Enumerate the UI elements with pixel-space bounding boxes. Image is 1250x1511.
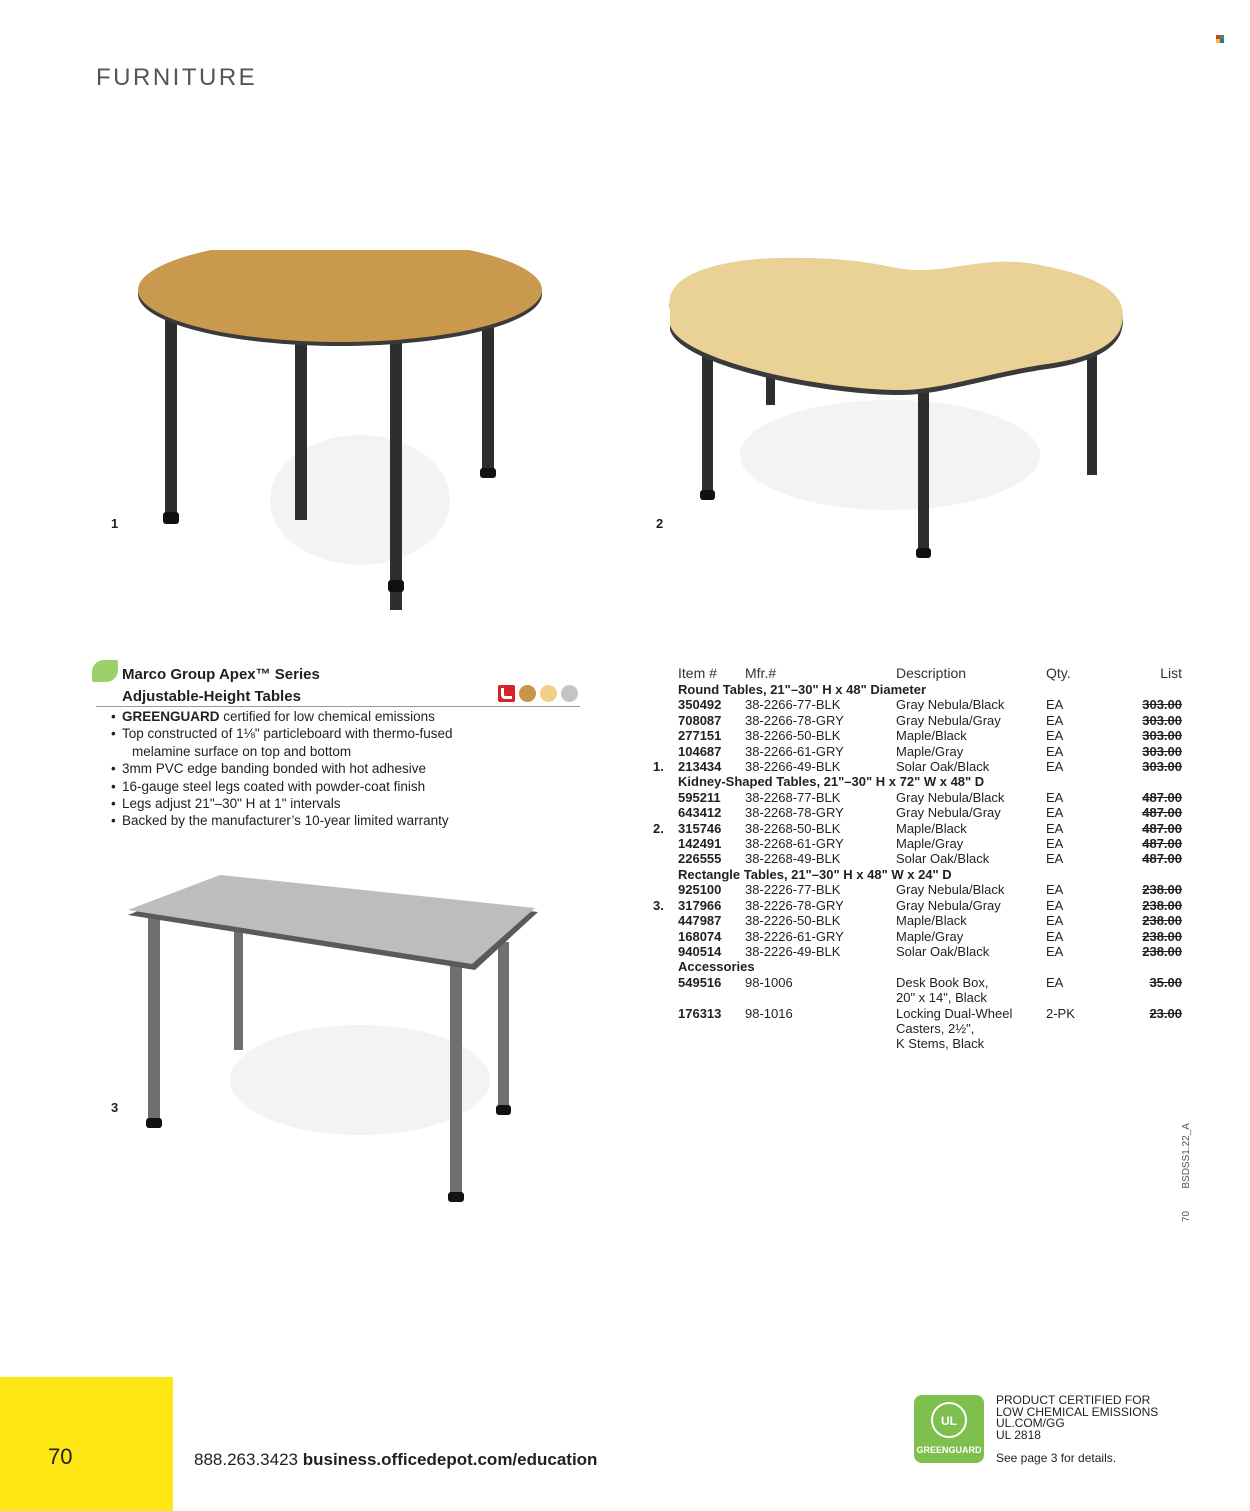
table-row: [653, 744, 1182, 759]
item-number: 317966: [678, 897, 722, 913]
description: Gray Nebula/Black: [896, 789, 1005, 805]
table-row: [653, 1006, 1182, 1021]
row-marker: [653, 774, 678, 789]
table-leg: [702, 340, 713, 500]
header-item: Item #: [678, 665, 717, 681]
figure-number-2: 2: [656, 516, 664, 531]
product-title-line1: Marco Group Apex™ Series: [122, 666, 320, 683]
list-price-value: 487.00: [1142, 851, 1182, 867]
description: Maple/Gray: [896, 743, 964, 759]
item-number: 643412: [678, 805, 722, 821]
description: 20" x 14", Black: [896, 990, 987, 1006]
table-row: [653, 975, 1182, 990]
table-row: [653, 990, 1182, 1005]
side-code-text: BSDSS1.22_A: [1181, 1123, 1192, 1189]
footer-url[interactable]: business.officedepot.com/education: [302, 1450, 598, 1469]
list-price-value: 238.00: [1142, 928, 1182, 944]
cert-line: UL.COM/GG: [996, 1416, 1065, 1431]
feature-text: Backed by the manufacturer’s 10-year limited warranty: [122, 813, 449, 829]
swatch-maple: [540, 685, 557, 702]
description: Solar Oak/Black: [896, 851, 990, 867]
quantity: EA: [1046, 743, 1064, 759]
list-price: [1098, 697, 1182, 712]
mfr-number: [745, 1021, 896, 1036]
bullet-icon: •: [111, 761, 116, 777]
quantity: EA: [1046, 805, 1064, 821]
item-number: 142491: [678, 836, 722, 852]
table-row: [653, 790, 1182, 805]
description: Gray Nebula/Gray: [896, 805, 1001, 821]
list-price: [1098, 790, 1182, 805]
header-mfr: Mfr.#: [745, 665, 777, 681]
row-marker: [653, 959, 678, 974]
description: Gray Nebula/Gray: [896, 897, 1001, 913]
mfr-number: 38-2226-49-BLK: [745, 943, 841, 959]
quantity: [1046, 1021, 1098, 1036]
item-number: 213434: [678, 759, 722, 775]
list-price-value: 238.00: [1142, 897, 1182, 913]
certification-note: See page 3 for details.: [996, 1451, 1117, 1465]
table-leg: [234, 930, 243, 1050]
list-price: [1098, 882, 1182, 897]
table-leg: [390, 325, 402, 610]
table-leg: [918, 375, 929, 555]
description: Casters, 2½",: [896, 1020, 975, 1036]
table-leg: [295, 330, 307, 520]
feature-text: melamine surface on top and bottom: [132, 743, 352, 759]
category-label: Accessories: [678, 959, 755, 975]
feature-item: [122, 743, 592, 760]
list-price: [1098, 713, 1182, 728]
quantity: EA: [1046, 943, 1064, 959]
product-title-line2: Adjustable-Height Tables: [122, 688, 301, 705]
figure-ref: [653, 805, 678, 820]
figure-ref: [653, 697, 678, 712]
figure-ref: 1.: [653, 759, 664, 775]
category-row: [653, 774, 1182, 789]
table-row: [653, 944, 1182, 959]
category-row: [653, 682, 1182, 697]
feature-text: 3mm PVC edge banding bonded with hot adhesive: [122, 761, 426, 777]
list-price: [1098, 821, 1182, 836]
feature-item: [111, 760, 592, 777]
category-row: [653, 867, 1182, 882]
feature-text: Top constructed of 1⅛" particleboard with thermo-fused: [122, 726, 453, 742]
mfr-number: 38-2268-78-GRY: [745, 805, 844, 821]
description: Maple/Gray: [896, 836, 964, 852]
list-price: [1098, 1021, 1182, 1036]
figure-ref: [653, 1006, 678, 1021]
table-row: [653, 805, 1182, 820]
finish-swatches: [498, 684, 578, 702]
list-price-value: 487.00: [1142, 820, 1182, 836]
figure-ref: [653, 728, 678, 743]
table-leg: [148, 915, 160, 1125]
quantity: EA: [1046, 789, 1064, 805]
feature-text: Legs adjust 21"–30" H at 1" intervals: [122, 796, 341, 812]
item-number: [678, 1021, 745, 1036]
figure-number-1: 1: [111, 516, 119, 531]
figure-ref: [653, 744, 678, 759]
description: Maple/Black: [896, 728, 967, 744]
figure-ref: [653, 929, 678, 944]
table-leg: [165, 320, 177, 520]
list-price-value: 238.00: [1142, 913, 1182, 929]
feature-item: [111, 708, 592, 725]
table-row: [653, 836, 1182, 851]
rectangle-table-top: [128, 875, 535, 964]
table-row: [653, 913, 1182, 928]
mfr-number: 98-1016: [745, 1005, 793, 1021]
mfr-number: 38-2226-78-GRY: [745, 897, 844, 913]
figure-ref: [653, 790, 678, 805]
bullet-icon: •: [111, 778, 116, 794]
kidney-table-top: [670, 258, 1123, 390]
list-price-value: 303.00: [1142, 712, 1182, 728]
quantity: EA: [1046, 712, 1064, 728]
quantity: [1046, 1036, 1098, 1051]
quantity: EA: [1046, 882, 1064, 898]
list-price-value: 303.00: [1142, 759, 1182, 775]
bullet-icon: •: [111, 726, 116, 742]
item-number: 595211: [678, 789, 721, 805]
divider: [96, 706, 580, 707]
bullet-icon: •: [111, 796, 116, 812]
mfr-number: 38-2226-61-GRY: [745, 928, 844, 944]
footer-contact: [194, 1450, 597, 1470]
header-description: Description: [896, 665, 967, 681]
list-price-value: 487.00: [1142, 836, 1182, 852]
description: Solar Oak/Black: [896, 759, 990, 775]
mfr-number: 38-2268-49-BLK: [745, 851, 841, 867]
list-price: [1098, 728, 1182, 743]
list-price-value: 487.00: [1142, 789, 1182, 805]
section-title: FURNITURE: [96, 64, 258, 91]
list-price-value: 303.00: [1142, 728, 1182, 744]
mfr-number: 98-1006: [745, 974, 793, 990]
figure-ref: [653, 990, 678, 1005]
list-price: [1098, 913, 1182, 928]
table-row: [653, 821, 1182, 836]
description: Gray Nebula/Gray: [896, 712, 1001, 728]
list-price-value: 238.00: [1142, 943, 1182, 959]
table-row: [653, 713, 1182, 728]
list-price: [1098, 836, 1182, 851]
item-number: [678, 1036, 745, 1051]
cert-line: LOW CHEMICAL EMISSIONS: [996, 1404, 1159, 1419]
table-leg: [482, 320, 494, 475]
feature-item: [111, 778, 592, 795]
list-price-value: 23.00: [1149, 1005, 1182, 1021]
table-leg: [498, 942, 509, 1112]
leaf-icon: [92, 660, 118, 682]
quantity: EA: [1046, 974, 1064, 990]
bullet-icon: •: [111, 813, 116, 829]
list-price-value: 238.00: [1142, 882, 1182, 898]
item-number: 176313: [678, 1005, 722, 1021]
item-number: 315746: [678, 820, 722, 836]
figure-ref: [653, 1036, 678, 1051]
list-price-value: 487.00: [1142, 805, 1182, 821]
badge-mark: UL: [941, 1414, 957, 1428]
item-number: 104687: [678, 743, 722, 759]
quantity: EA: [1046, 836, 1064, 852]
quantity: EA: [1046, 759, 1064, 775]
category-label: Round Tables, 21"–30" H x 48" Diameter: [678, 682, 927, 697]
figure-ref: [653, 975, 678, 990]
table-row: [653, 759, 1182, 774]
list-price: [1098, 975, 1182, 990]
list-price: [1098, 744, 1182, 759]
table-row: [653, 898, 1182, 913]
feature-item: [111, 812, 592, 829]
list-price-value: 35.00: [1149, 974, 1182, 990]
figure-ref: [653, 851, 678, 866]
list-price: [1098, 929, 1182, 944]
feature-list: [111, 708, 592, 830]
mfr-number: 38-2266-77-BLK: [745, 697, 841, 713]
list-price: [1098, 805, 1182, 820]
side-page: 70: [1181, 1210, 1192, 1222]
list-price: [1098, 851, 1182, 866]
mfr-number: [745, 1036, 896, 1051]
item-number: 447987: [678, 913, 722, 929]
figure-ref: [653, 882, 678, 897]
description: Gray Nebula/Black: [896, 882, 1005, 898]
figure-ref: [653, 944, 678, 959]
mfr-number: 38-2268-50-BLK: [745, 820, 841, 836]
table-row: [653, 929, 1182, 944]
figure-number-3: 3: [111, 1100, 119, 1115]
mfr-number: 38-2268-61-GRY: [745, 836, 844, 852]
category-label: Rectangle Tables, 21"–30" H x 48" W x 24" D: [678, 866, 952, 882]
adjustable-height-icon: [498, 685, 515, 702]
mfr-number: 38-2268-77-BLK: [745, 789, 841, 805]
category-row: [653, 959, 1182, 974]
description: Gray Nebula/Black: [896, 697, 1005, 713]
description: K Stems, Black: [896, 1036, 985, 1052]
item-number: 226555: [678, 851, 722, 867]
description: Maple/Black: [896, 820, 967, 836]
quantity: EA: [1046, 820, 1064, 836]
item-number: 350492: [678, 697, 722, 713]
list-price: [1098, 990, 1182, 1005]
table-header-row: [653, 664, 1182, 682]
kidney-table-image: [660, 255, 1130, 575]
figure-ref: [653, 713, 678, 728]
table-row: [653, 882, 1182, 897]
description: Maple/Black: [896, 913, 967, 929]
table-row: [653, 1021, 1182, 1036]
description: Maple/Gray: [896, 928, 964, 944]
product-table: [653, 664, 1182, 1052]
feature-item: [111, 725, 592, 742]
round-table-image: [120, 250, 560, 610]
description: Solar Oak/Black: [896, 943, 990, 959]
page-number: 70: [48, 1444, 73, 1469]
quantity: [1046, 990, 1098, 1005]
description: Desk Book Box,: [896, 974, 989, 990]
feature-item: [111, 795, 592, 812]
footer-phone: 888.263.3423: [194, 1450, 298, 1469]
header-qty: Qty.: [1046, 665, 1071, 681]
list-price-value: 303.00: [1142, 743, 1182, 759]
quantity: EA: [1046, 928, 1064, 944]
product-title: [122, 664, 320, 708]
item-number: 708087: [678, 712, 722, 728]
figure-ref: 3.: [653, 897, 664, 913]
swatch-solar-oak: [519, 685, 536, 702]
mfr-number: 38-2226-77-BLK: [745, 882, 841, 898]
greenguard-badge: [914, 1395, 984, 1463]
table-row: [653, 728, 1182, 743]
item-number: 549516: [678, 974, 722, 990]
quantity: EA: [1046, 728, 1064, 744]
list-price-value: 303.00: [1142, 697, 1182, 713]
item-number: 925100: [678, 882, 722, 898]
bullet-icon: •: [111, 709, 116, 724]
item-number: 277151: [678, 728, 722, 744]
mfr-number: [745, 990, 896, 1005]
list-price: [1098, 759, 1182, 774]
item-number: 168074: [678, 928, 722, 944]
quantity: EA: [1046, 897, 1064, 913]
item-number: [678, 990, 745, 1005]
table-row: [653, 697, 1182, 712]
table-leg: [450, 960, 462, 1200]
mfr-number: 38-2266-50-BLK: [745, 728, 841, 744]
swatch-gray-nebula: [561, 685, 578, 702]
feature-text: 16-gauge steel legs coated with powder-coat finish: [122, 778, 426, 794]
list-price: [1098, 898, 1182, 913]
corner-registration-mark: [1216, 30, 1224, 38]
rectangle-table-image: [120, 870, 550, 1210]
list-price: [1098, 1006, 1182, 1021]
figure-ref: 2.: [653, 820, 664, 836]
certification-text: [996, 1395, 1158, 1441]
quantity: EA: [1046, 913, 1064, 929]
list-price: [1098, 1036, 1182, 1051]
quantity: EA: [1046, 851, 1064, 867]
cert-line: PRODUCT CERTIFIED FOR: [996, 1393, 1151, 1407]
side-code: [1181, 1123, 1192, 1222]
figure-ref: [653, 1021, 678, 1036]
description: Locking Dual-Wheel: [896, 1005, 1013, 1021]
header-list: List: [1160, 665, 1182, 681]
item-number: 940514: [678, 943, 722, 959]
quantity: 2-PK: [1046, 1005, 1075, 1021]
quantity: EA: [1046, 697, 1064, 713]
page-tab: [0, 1377, 173, 1511]
table-row: [653, 1036, 1182, 1051]
badge-label: GREENGUARD: [916, 1445, 982, 1455]
figure-ref: [653, 836, 678, 851]
mfr-number: 38-2226-50-BLK: [745, 913, 841, 929]
row-marker: [653, 682, 678, 697]
cert-line: UL 2818: [996, 1427, 1041, 1442]
mfr-number: 38-2266-78-GRY: [745, 712, 844, 728]
figure-ref: [653, 913, 678, 928]
feature-bold: GREENGUARD: [122, 709, 220, 724]
mfr-number: 38-2266-61-GRY: [745, 743, 844, 759]
feature-text: certified for low chemical emissions: [219, 709, 435, 724]
list-price: [1098, 944, 1182, 959]
category-label: Kidney-Shaped Tables, 21"–30" H x 72" W x 48" D: [678, 774, 985, 790]
row-marker: [653, 867, 678, 882]
mfr-number: 38-2266-49-BLK: [745, 759, 841, 775]
table-row: [653, 851, 1182, 866]
